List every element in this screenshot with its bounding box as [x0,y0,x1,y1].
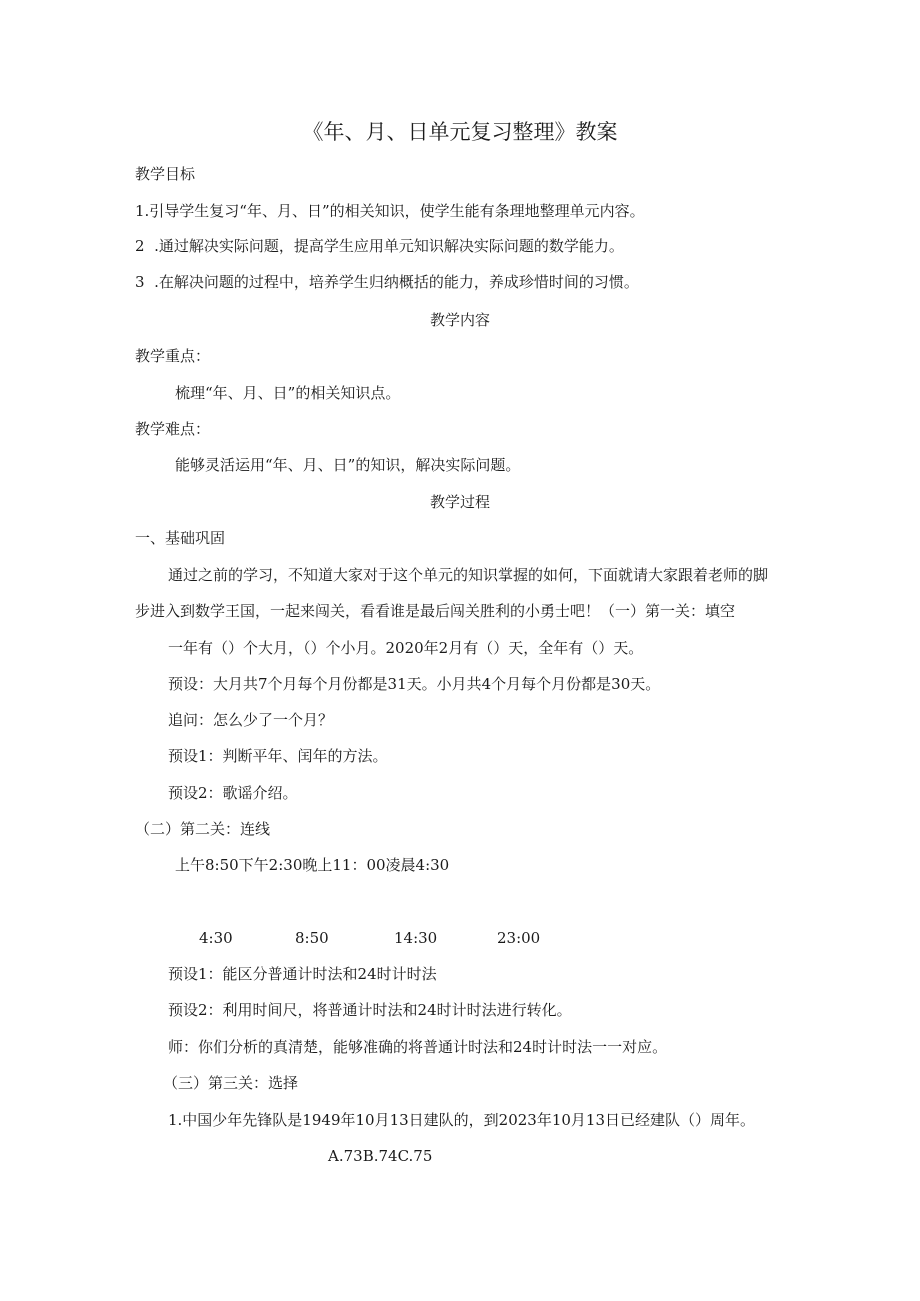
preset-2: 预设2：歌谣介绍。 [168,784,298,802]
objective-item-1: 1.引导学生复习“年、月、日”的相关知识，使学生能有条理地整理单元内容。 [135,202,645,220]
matching-time-1: 4:30 [199,929,233,947]
preset-1: 预设1：判断平年、闰年的方法。 [168,747,388,765]
difficulty-text: 能够灵活运用“年、月、日”的知识，解决实际问题。 [175,456,521,474]
content-heading: 教学内容 [429,311,490,329]
matching-top-row: 上午8:50下午2:30晚上11：00凌晨4:30 [175,856,450,874]
intro-paragraph-line-1: 通过之前的学习，不知道大家对于这个单元的知识掌握的如何，下面就请大家跟着老师的脚 [168,566,769,584]
objective-item-2: 2 .通过解决实际问题，提高学生应用单元知识解决实际问题的数学能力。 [135,237,624,255]
section-basics-heading: 一、基础巩固 [135,529,226,547]
preset-answer: 预设：大月共7个月每个月份都是31天。小月共4个月每个月份都是30天。 [168,675,661,693]
document-title: 《年、月、日单元复习整理》教案 [302,120,618,144]
matching-time-2: 8:50 [295,929,329,947]
choice-question-1: 1.中国少年先锋队是1949年10月13日建队的，到2023年10月13日已经建队（）周年。 [168,1111,756,1129]
level-2-heading: （二）第二关：连线 [135,820,271,838]
difficulty-label: 教学难点： [135,420,211,438]
follow-up-question: 追问：怎么少了一个月？ [168,711,334,729]
preset-2-b: 预设2：利用时间尺，将普通计时法和24时计时法进行转化。 [168,1001,572,1019]
objective-item-3: 3 .在解决问题的过程中，培养学生归纳概括的能力，养成珍惜时间的习惯。 [135,273,639,291]
matching-time-3: 14:30 [394,929,438,947]
key-point-text: 梳理“年、月、日”的相关知识点。 [175,384,401,402]
teacher-remark: 师：你们分析的真清楚，能够准确的将普通计时法和24时计时法一一对应。 [168,1038,668,1056]
level-3-heading: （三）第三关：选择 [163,1074,299,1092]
preset-1-b: 预设1：能区分普通计时法和24时计时法 [168,965,437,983]
key-point-label: 教学重点： [135,347,211,365]
objectives-heading: 教学目标 [135,165,196,183]
choice-options: A.73B.74C.75 [328,1147,433,1165]
fill-blank-question: 一年有（）个大月，（）个小月。2020年2月有（）天，全年有（）天。 [168,639,644,657]
matching-time-4: 23:00 [497,929,541,947]
process-heading: 教学过程 [429,493,490,511]
intro-paragraph-line-2: 步进入到数学王国，一起来闯关，看看谁是最后闯关胜利的小勇士吧！（一）第一关：填空 [135,602,736,620]
